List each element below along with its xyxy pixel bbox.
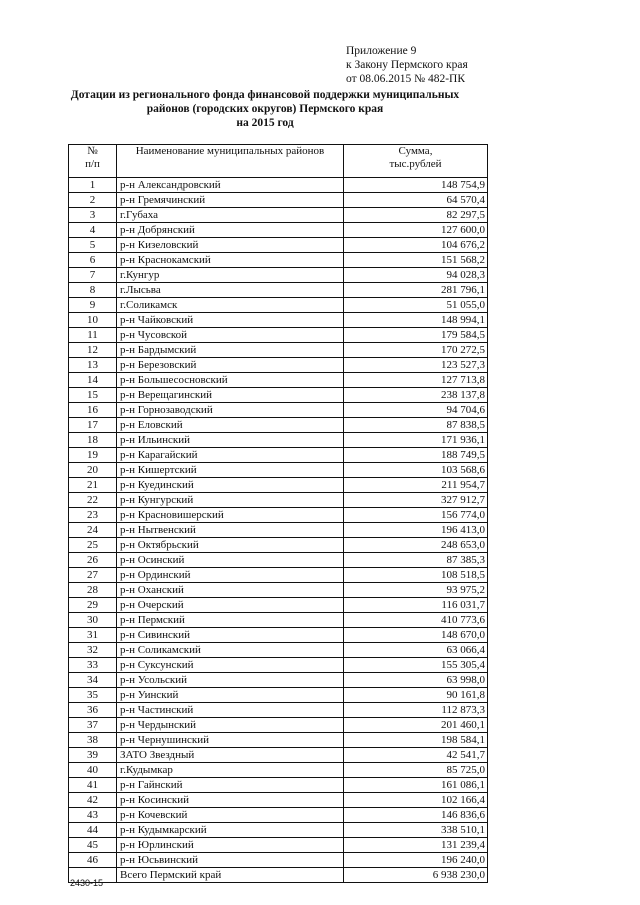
row-number: 2 [69, 193, 117, 208]
table-row [69, 238, 488, 253]
header-number-line-1: № [87, 145, 98, 157]
table-row [69, 703, 488, 718]
appendix-law: к Закону Пермского края [346, 59, 468, 71]
row-number: 27 [69, 568, 117, 583]
row-sum: 161 086,1 [344, 778, 488, 793]
title-line-1: Дотации из регионального фонда финансовой поддержки муниципальных [70, 89, 460, 101]
row-sum: 94 028,3 [344, 268, 488, 283]
row-district-name: р-н Добрянский [117, 223, 344, 238]
row-district-name: р-н Кизеловский [117, 238, 344, 253]
row-number: 17 [69, 418, 117, 433]
row-sum: 338 510,1 [344, 823, 488, 838]
row-district-name: р-н Чусовской [117, 328, 344, 343]
row-sum: 151 568,2 [344, 253, 488, 268]
subsidies-table [68, 144, 488, 883]
row-district-name: р-н Соликамский [117, 643, 344, 658]
table-row [69, 718, 488, 733]
table-row [69, 478, 488, 493]
table-row [69, 268, 488, 283]
table-row [69, 508, 488, 523]
table-row [69, 823, 488, 838]
row-sum: 211 954,7 [344, 478, 488, 493]
row-district-name: р-н Юрлинский [117, 838, 344, 853]
row-sum: 201 460,1 [344, 718, 488, 733]
row-number: 21 [69, 478, 117, 493]
row-sum: 179 584,5 [344, 328, 488, 343]
table-row [69, 373, 488, 388]
table-row [69, 208, 488, 223]
table-row [69, 763, 488, 778]
row-number: 46 [69, 853, 117, 868]
row-sum: 123 527,3 [344, 358, 488, 373]
row-sum: 148 754,9 [344, 178, 488, 193]
table-body [69, 178, 488, 868]
table-row [69, 613, 488, 628]
table-row [69, 253, 488, 268]
row-sum: 87 838,5 [344, 418, 488, 433]
row-district-name: г.Кудымкар [117, 763, 344, 778]
row-district-name: р-н Кишертский [117, 463, 344, 478]
row-district-name: г.Соликамск [117, 298, 344, 313]
total-sum: 6 938 230,0 [344, 868, 488, 883]
table-row [69, 673, 488, 688]
header-sum [344, 145, 488, 178]
table-row [69, 733, 488, 748]
row-number: 5 [69, 238, 117, 253]
row-district-name: г.Лысьва [117, 283, 344, 298]
table-row [69, 193, 488, 208]
row-number: 12 [69, 343, 117, 358]
header-number [69, 145, 117, 178]
row-sum: 196 240,0 [344, 853, 488, 868]
row-sum: 156 774,0 [344, 508, 488, 523]
row-district-name: г.Губаха [117, 208, 344, 223]
row-district-name: р-н Гайнский [117, 778, 344, 793]
row-sum: 127 713,8 [344, 373, 488, 388]
table-row [69, 433, 488, 448]
table-row [69, 328, 488, 343]
table-row [69, 403, 488, 418]
table-row [69, 793, 488, 808]
row-number: 40 [69, 763, 117, 778]
table-row [69, 853, 488, 868]
row-district-name: р-н Краснокамский [117, 253, 344, 268]
row-district-name: ЗАТО Звездный [117, 748, 344, 763]
row-number: 41 [69, 778, 117, 793]
document-number: 2430-15 [70, 878, 104, 888]
row-sum: 148 994,1 [344, 313, 488, 328]
row-district-name: р-н Кудымкарский [117, 823, 344, 838]
row-number: 44 [69, 823, 117, 838]
row-number: 26 [69, 553, 117, 568]
row-district-name: р-н Березовский [117, 358, 344, 373]
row-district-name: р-н Александровский [117, 178, 344, 193]
table-row [69, 388, 488, 403]
appendix-date: от 08.06.2015 № 482-ПК [346, 73, 466, 85]
row-sum: 64 570,4 [344, 193, 488, 208]
row-sum: 104 676,2 [344, 238, 488, 253]
header-name: Наименование муниципальных районов [117, 145, 344, 178]
row-number: 3 [69, 208, 117, 223]
row-district-name: р-н Верещагинский [117, 388, 344, 403]
title-line-2: районов (городских округов) Пермского края [146, 103, 384, 115]
row-sum: 85 725,0 [344, 763, 488, 778]
table-row [69, 523, 488, 538]
row-sum: 281 796,1 [344, 283, 488, 298]
row-number: 35 [69, 688, 117, 703]
row-sum: 196 413,0 [344, 523, 488, 538]
table-row [69, 748, 488, 763]
row-sum: 238 137,8 [344, 388, 488, 403]
row-district-name: р-н Октябрьский [117, 538, 344, 553]
row-number: 16 [69, 403, 117, 418]
row-district-name: р-н Очерский [117, 598, 344, 613]
row-district-name: р-н Юсьвинский [117, 853, 344, 868]
row-number: 18 [69, 433, 117, 448]
row-district-name: р-н Суксунский [117, 658, 344, 673]
row-number: 15 [69, 388, 117, 403]
row-district-name: г.Кунгур [117, 268, 344, 283]
row-sum: 188 749,5 [344, 448, 488, 463]
row-sum: 82 297,5 [344, 208, 488, 223]
table-row [69, 283, 488, 298]
row-sum: 146 836,6 [344, 808, 488, 823]
table-row [69, 448, 488, 463]
header-sum-line-2: тыс.рублей [389, 158, 442, 170]
row-sum: 94 704,6 [344, 403, 488, 418]
table-row [69, 463, 488, 478]
table-row [69, 493, 488, 508]
row-number: 4 [69, 223, 117, 238]
row-number: 30 [69, 613, 117, 628]
table-row [69, 178, 488, 193]
table-row [69, 298, 488, 313]
row-district-name: р-н Карагайский [117, 448, 344, 463]
row-number: 10 [69, 313, 117, 328]
row-sum: 102 166,4 [344, 793, 488, 808]
table-row [69, 418, 488, 433]
row-number: 25 [69, 538, 117, 553]
table-row [69, 568, 488, 583]
row-number: 45 [69, 838, 117, 853]
row-district-name: р-н Кочевский [117, 808, 344, 823]
row-sum: 170 272,5 [344, 343, 488, 358]
row-number: 34 [69, 673, 117, 688]
row-district-name: р-н Куединский [117, 478, 344, 493]
total-label: Всего Пермский край [117, 868, 344, 883]
row-district-name: р-н Нытвенский [117, 523, 344, 538]
table-row [69, 583, 488, 598]
row-sum: 90 161,8 [344, 688, 488, 703]
table-row [69, 643, 488, 658]
row-district-name: р-н Ординский [117, 568, 344, 583]
row-number: 29 [69, 598, 117, 613]
row-number: 37 [69, 718, 117, 733]
table-row [69, 343, 488, 358]
appendix-title: Приложение 9 [346, 45, 417, 57]
row-number: 20 [69, 463, 117, 478]
table-row [69, 628, 488, 643]
row-sum: 131 239,4 [344, 838, 488, 853]
row-sum: 42 541,7 [344, 748, 488, 763]
row-number: 39 [69, 748, 117, 763]
row-sum: 148 670,0 [344, 628, 488, 643]
row-sum: 112 873,3 [344, 703, 488, 718]
table-row [69, 778, 488, 793]
row-sum: 63 998,0 [344, 673, 488, 688]
row-district-name: р-н Оханский [117, 583, 344, 598]
row-number: 9 [69, 298, 117, 313]
row-sum: 155 305,4 [344, 658, 488, 673]
row-district-name: р-н Косинский [117, 793, 344, 808]
row-number: 31 [69, 628, 117, 643]
row-district-name: р-н Усольский [117, 673, 344, 688]
row-district-name: р-н Сивинский [117, 628, 344, 643]
row-number: 7 [69, 268, 117, 283]
row-district-name: р-н Частинский [117, 703, 344, 718]
header-sum-line-1: Сумма, [398, 145, 433, 157]
document-title [60, 88, 470, 130]
row-sum: 248 653,0 [344, 538, 488, 553]
row-district-name: р-н Пермский [117, 613, 344, 628]
table-header-row [69, 145, 488, 178]
row-number: 13 [69, 358, 117, 373]
row-sum: 87 385,3 [344, 553, 488, 568]
row-sum: 410 773,6 [344, 613, 488, 628]
row-number: 6 [69, 253, 117, 268]
table-row [69, 808, 488, 823]
table-row [69, 538, 488, 553]
table-row [69, 838, 488, 853]
table-row [69, 688, 488, 703]
total-row [69, 868, 488, 883]
row-district-name: р-н Уинский [117, 688, 344, 703]
row-sum: 127 600,0 [344, 223, 488, 238]
row-district-name: р-н Чайковский [117, 313, 344, 328]
row-sum: 116 031,7 [344, 598, 488, 613]
row-number: 36 [69, 703, 117, 718]
row-number: 33 [69, 658, 117, 673]
table-row [69, 598, 488, 613]
table-row [69, 313, 488, 328]
row-sum: 108 518,5 [344, 568, 488, 583]
row-number: 14 [69, 373, 117, 388]
row-district-name: р-н Чердынский [117, 718, 344, 733]
row-district-name: р-н Кунгурский [117, 493, 344, 508]
row-number: 11 [69, 328, 117, 343]
row-district-name: р-н Осинский [117, 553, 344, 568]
row-number: 28 [69, 583, 117, 598]
row-district-name: р-н Красновишерский [117, 508, 344, 523]
table-row [69, 358, 488, 373]
row-district-name: р-н Еловский [117, 418, 344, 433]
row-district-name: р-н Ильинский [117, 433, 344, 448]
row-number: 23 [69, 508, 117, 523]
appendix-block [346, 44, 468, 86]
row-number: 22 [69, 493, 117, 508]
row-district-name: р-н Горнозаводский [117, 403, 344, 418]
row-number: 32 [69, 643, 117, 658]
row-district-name: р-н Бардымский [117, 343, 344, 358]
row-sum: 327 912,7 [344, 493, 488, 508]
header-number-line-2: п/п [85, 158, 100, 170]
row-number: 8 [69, 283, 117, 298]
title-line-3: на 2015 год [236, 117, 294, 129]
row-number: 24 [69, 523, 117, 538]
row-sum: 198 584,1 [344, 733, 488, 748]
table-row [69, 658, 488, 673]
row-sum: 171 936,1 [344, 433, 488, 448]
row-number: 38 [69, 733, 117, 748]
row-number: 19 [69, 448, 117, 463]
row-number: 42 [69, 793, 117, 808]
row-sum: 63 066,4 [344, 643, 488, 658]
row-district-name: р-н Чернушинский [117, 733, 344, 748]
row-number: 1 [69, 178, 117, 193]
row-sum: 103 568,6 [344, 463, 488, 478]
row-sum: 93 975,2 [344, 583, 488, 598]
row-district-name: р-н Большесосновский [117, 373, 344, 388]
table-row [69, 553, 488, 568]
row-district-name: р-н Гремячинский [117, 193, 344, 208]
row-number: 43 [69, 808, 117, 823]
row-sum: 51 055,0 [344, 298, 488, 313]
table-row [69, 223, 488, 238]
